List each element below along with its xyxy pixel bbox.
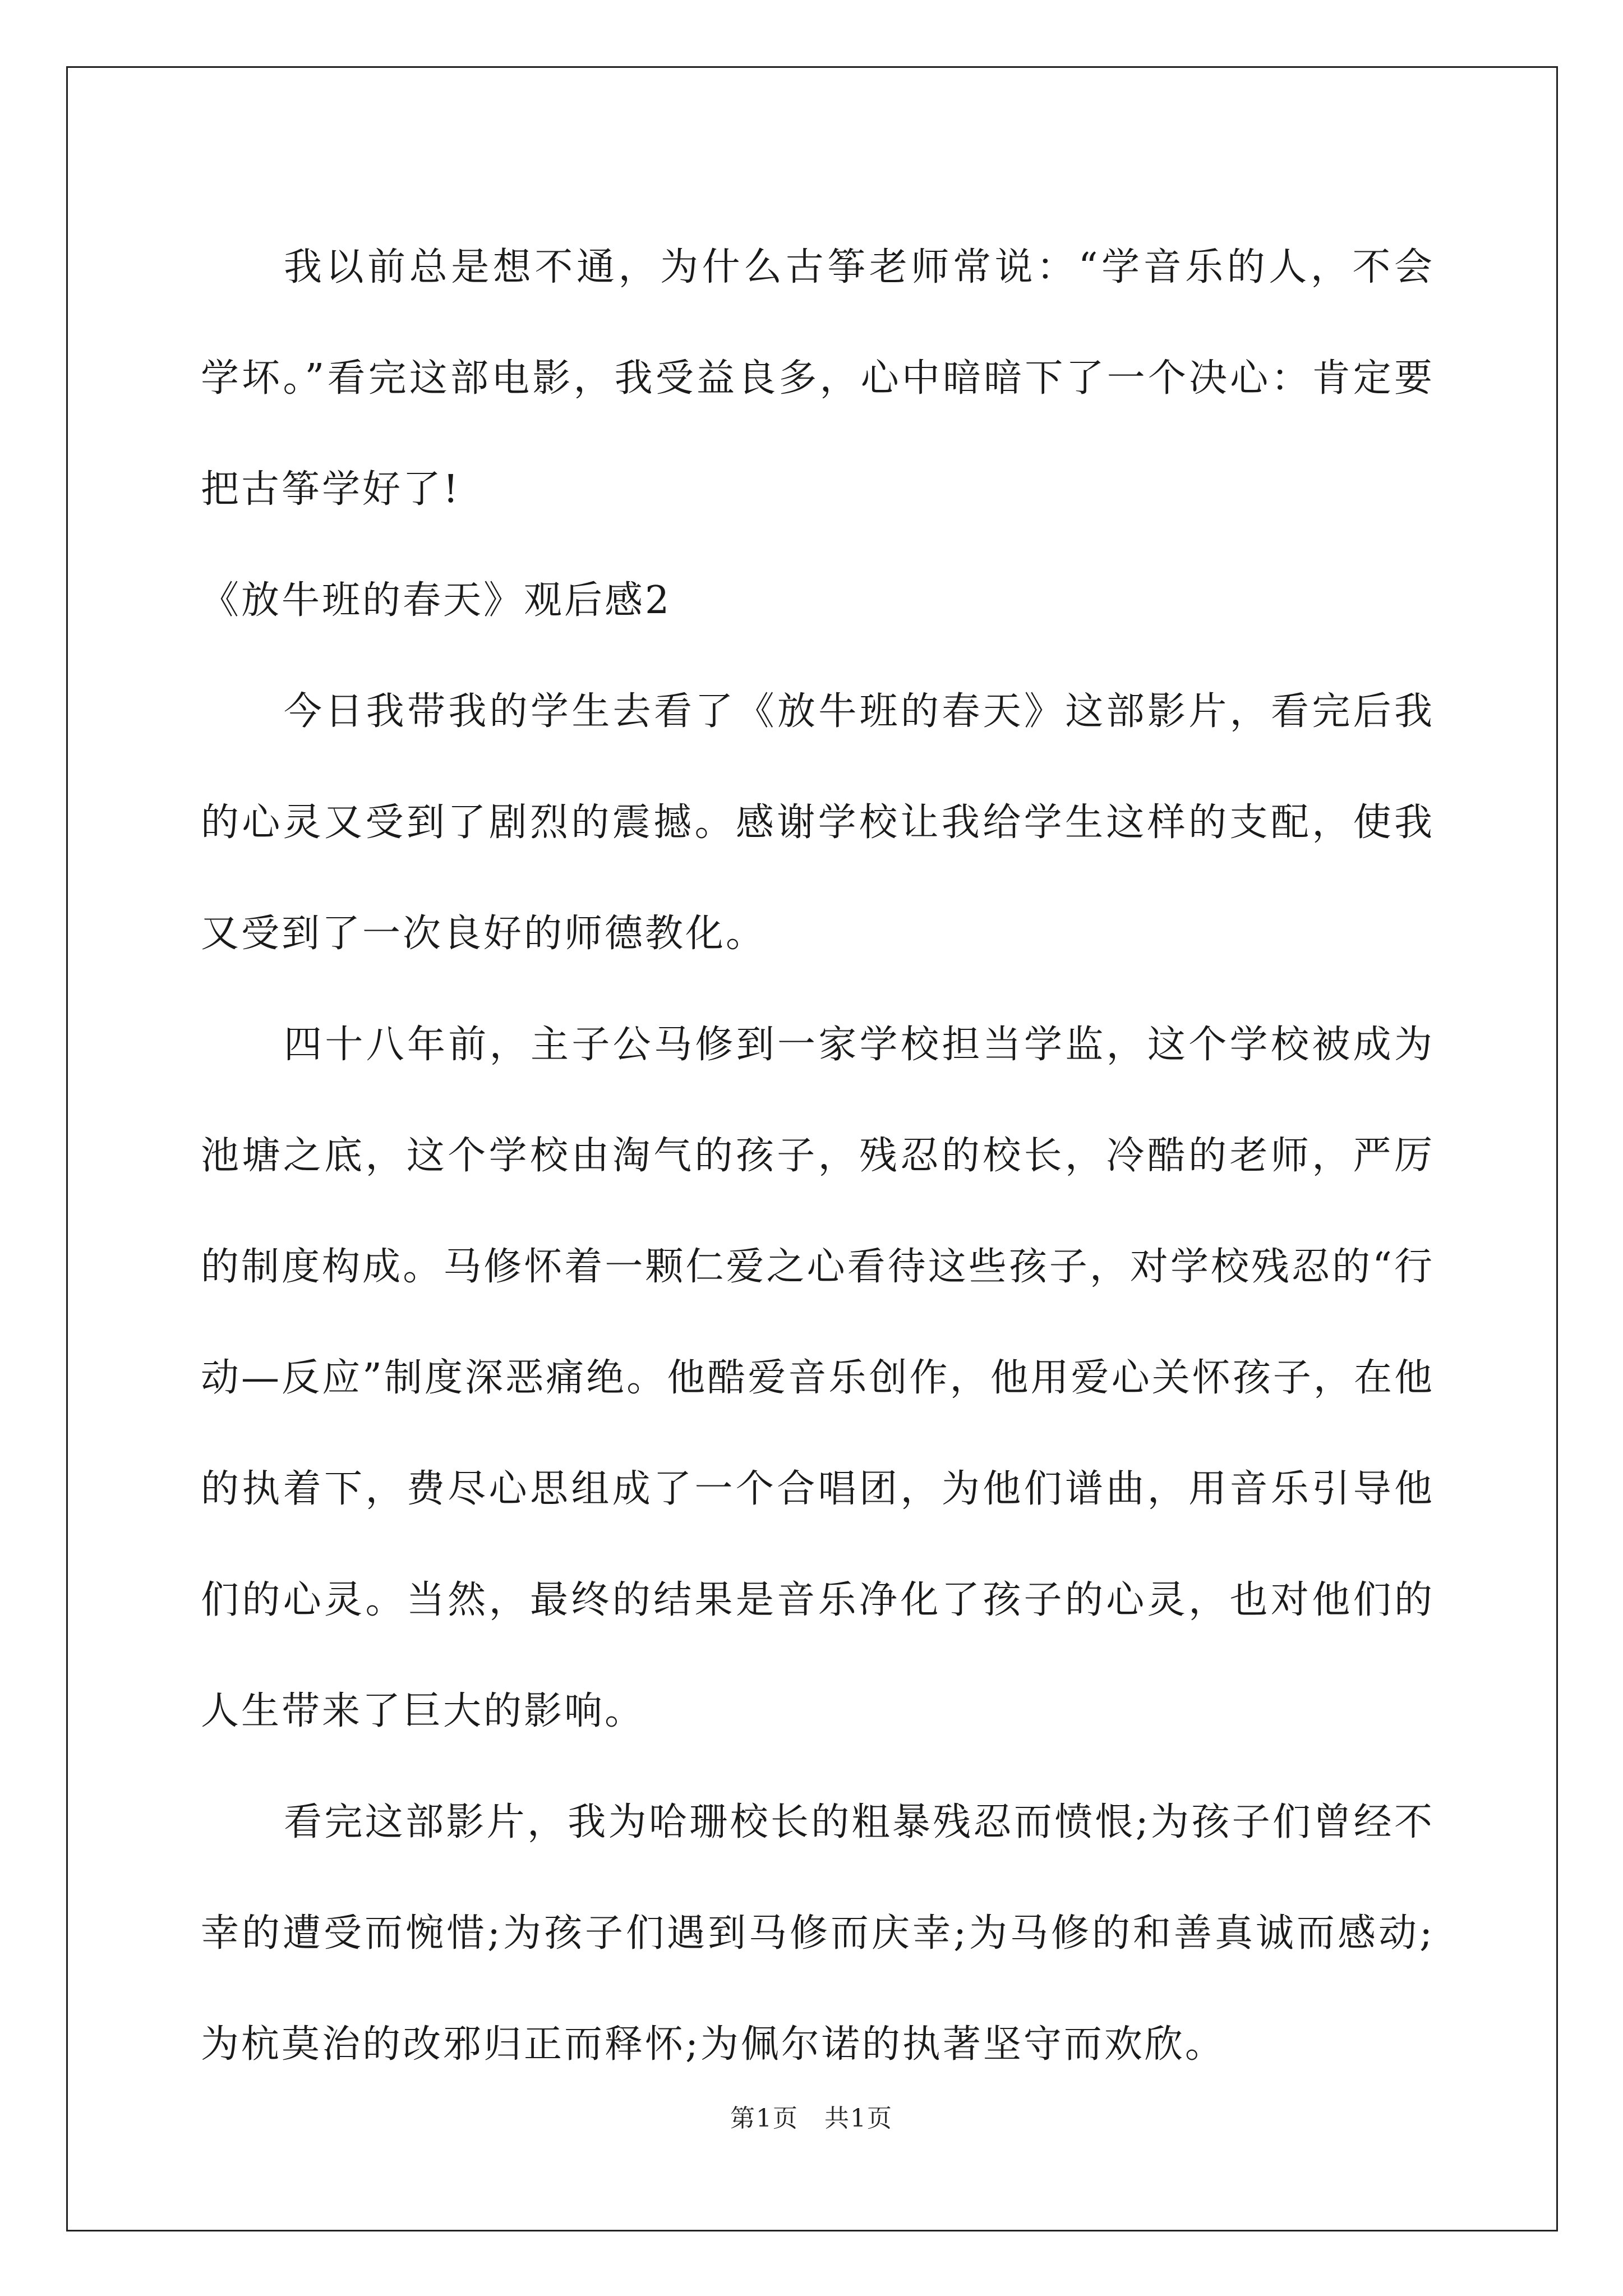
- page-number-footer: 第1页 共1页: [730, 2104, 893, 2133]
- paragraph-reflection: 看完这部影片，我为哈珊校长的粗暴残忍而愤恨;为孩子们曾经不幸的遭受而惋惜;为孩子们遇到马修而庆幸;为马修的和善真诚而感动;为杭莫治的改邪归正而释怀;为佩尔诺的执著坚守而欢欣。: [201, 1800, 1435, 2067]
- paragraph-film-visit: 今日我带我的学生去看了《放牛班的春天》这部影片，看完后我的心灵又受到了剧烈的震撼。感谢学校让我给学生这样的支配，使我又受到了一次良好的师德教化。: [201, 689, 1435, 956]
- paragraph-intro-ending: 我以前总是想不通，为什么古筝老师常说：“学音乐的人，不会学坏。”看完这部电影，我受益良多，心中暗暗下了一个决心：肯定要把古筝学好了!: [201, 245, 1435, 512]
- section-heading: 《放牛班的春天》观后感2: [201, 578, 672, 623]
- document-body: [201, 212, 1435, 2100]
- paragraph-plot-summary: 四十八年前，主子公马修到一家学校担当学监，这个学校被成为池塘之底，这个学校由淘气的孩子，残忍的校长，冷酷的老师，严厉的制度构成。马修怀着一颗仁爱之心看待这些孩子，对学校残忍的“行动—反应”制度深恶痛绝。他酷爱音乐创作，他用爱心关怀孩子，在他的执着下，费尽心思组成了一个合唱团，为他们谱曲，用音乐引导他们的心灵。当然，最终的结果是音乐净化了孩子的心灵，也对他们的人生带来了巨大的影响。: [201, 1023, 1435, 1733]
